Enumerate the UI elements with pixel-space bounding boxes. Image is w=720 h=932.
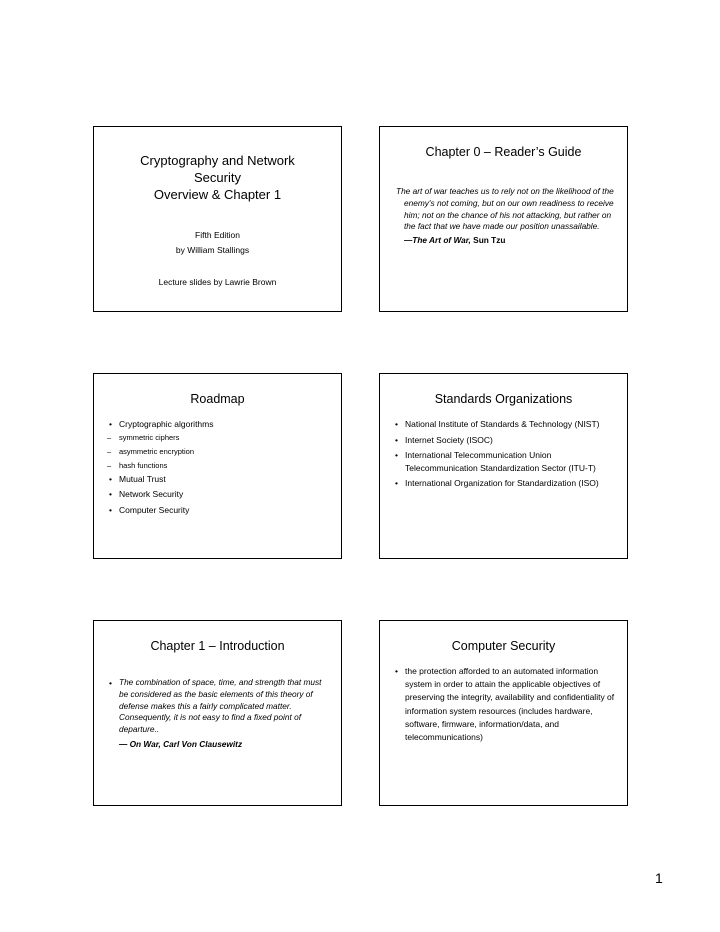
attribution-dash: — <box>404 235 413 246</box>
attribution-work: The Art of War, <box>412 235 471 246</box>
title-line: Cryptography and Network <box>140 153 295 168</box>
slide-title: Roadmap <box>190 392 245 406</box>
list-item: • International Organization for Standardization (ISO) <box>395 477 615 490</box>
list-item: • Cryptographic algorithms <box>109 418 334 431</box>
bullet-list <box>109 677 331 751</box>
slide-title: Standards Organizations <box>434 392 573 406</box>
credit-text: Lecture slides by Lawrie Brown <box>158 277 277 287</box>
slide-computer-security <box>379 620 628 806</box>
list-item: • Network Security <box>109 488 334 501</box>
quote-block <box>396 186 616 247</box>
list-subitem: – symmetric ciphers <box>107 431 334 445</box>
quote-text: • The combination of space, time, and strength that must be considered as the basic elements of this theory of defense makes this a fairly complicated matter. Consequently, it is not easy to find a fixed point of departure.. <box>119 677 322 735</box>
list-item: • International Telecommunication Union Telecommunication Standardization Sector (ITU-T) <box>395 449 615 474</box>
slide-main-title <box>94 152 341 203</box>
list-item: • Internet Society (ISOC) <box>395 434 615 447</box>
list-item: • Computer Security <box>109 504 334 517</box>
attribution-author: Sun Tzu <box>473 235 506 246</box>
page-number: 1 <box>655 870 663 886</box>
title-line: Overview & Chapter 1 <box>153 187 282 202</box>
edition-text: Fifth Edition <box>195 230 240 240</box>
slide-title: Computer Security <box>451 639 556 653</box>
slide-readers-guide <box>379 126 628 312</box>
quote-text: The art of war teaches us to rely not on the likelihood of the enemy's not coming, but on our own readiness to receive him; not on the chance of his not attacking, but rather on the fact that we have made our position unassailable. <box>396 186 614 232</box>
quote-attribution: — On War, Carl Von Clausewitz <box>119 738 243 749</box>
title-line: Security <box>194 170 241 185</box>
list-item: • National Institute of Standards & Technology (NIST) <box>395 418 615 431</box>
slide-introduction <box>93 620 342 806</box>
list-subitem: – asymmetric encryption <box>107 445 334 459</box>
list-item: • Mutual Trust <box>109 473 334 486</box>
list-subitem: – hash functions <box>107 459 334 473</box>
bullet-list <box>395 665 617 744</box>
slide-standards-organizations <box>379 373 628 559</box>
bullet-list <box>395 418 615 490</box>
author-text: by William Stallings <box>175 245 250 255</box>
quote-block <box>119 677 331 751</box>
slide-title: Chapter 1 – Introduction <box>150 639 285 653</box>
list-item <box>109 677 331 751</box>
slide-title-page <box>93 126 342 312</box>
list-item: • the protection afforded to an automated information system in order to attain the applicable objectives of preserving the integrity, availability and confidentiality of information system resources (includes hardware, software, firmware, information/data, and telecommunications) <box>395 665 617 744</box>
slide-roadmap <box>93 373 342 559</box>
quote-attribution <box>396 235 616 247</box>
slide-title: Chapter 0 – Reader’s Guide <box>425 145 582 159</box>
bullet-list <box>109 418 334 516</box>
